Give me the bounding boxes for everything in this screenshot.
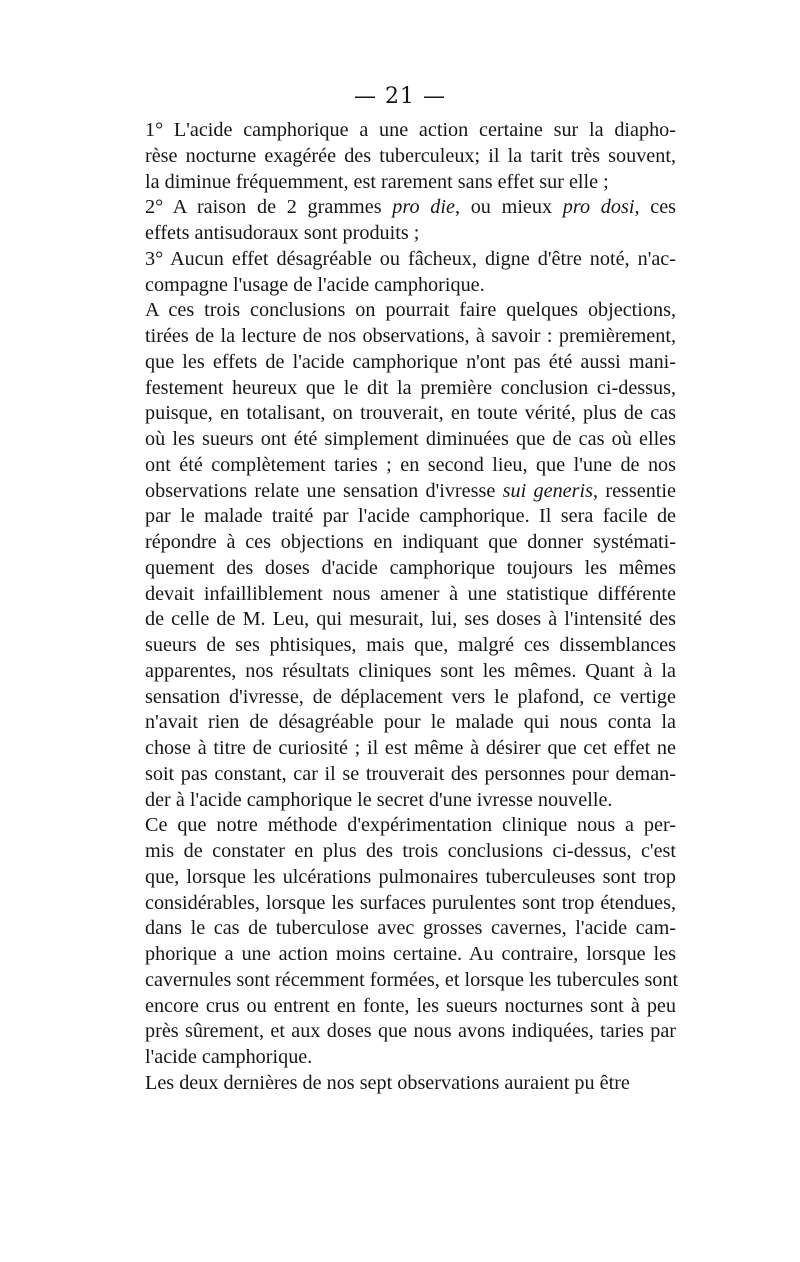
text-line: quement des doses d'acide camphorique toujours les mêmes — [145, 556, 676, 579]
text-run: , ou mieux — [454, 196, 563, 219]
text-line: Les deux dernières de nos sept observations auraient pu être — [145, 1071, 630, 1094]
text-line — [129, 479, 676, 505]
paragraph — [129, 195, 676, 247]
text-line: tirées de la lecture de nos observations, à savoir : premièrement, — [145, 325, 676, 347]
paragraph — [129, 298, 676, 813]
italic-phrase: pro die — [392, 196, 455, 219]
text-line: A ces trois conclusions on pourrait faire quelques objections, — [145, 299, 676, 322]
text-line: encore crus ou entrent en fonte, les sueurs nocturnes sont à peu — [145, 994, 676, 1017]
text-line: de celle de M. Leu, qui mesurait, lui, ses doses à l'intensité des — [145, 608, 676, 631]
text-line: soit pas constant, car il se trouverait des personnes pour deman- — [145, 762, 676, 785]
text-line: puisque, en totalisant, on trouverait, en toute vérité, plus de cas — [145, 402, 676, 425]
text-line: 3° Aucun effet désagréable ou fâcheux, digne d'être noté, n'ac- — [145, 247, 676, 270]
paragraph — [129, 247, 676, 299]
body-text — [129, 118, 679, 1097]
text-line: 1° L'acide camphorique a une action certaine sur la diapho- — [145, 119, 676, 141]
text-line: où les sueurs ont été simplement diminuées que de cas où elles — [145, 428, 676, 450]
paragraph — [129, 118, 676, 195]
text-line: n'avait rien de désagréable pour le malade qui nous conta la — [145, 711, 676, 734]
text-line: l'acide camphorique. — [145, 1046, 313, 1068]
text-run: , ressentie — [592, 479, 676, 502]
text-line: la diminue fréquemment, est rarement sans effet sur elle ; — [145, 170, 609, 193]
text-line: festement heureux que le dit la première conclusion ci-dessus, — [145, 376, 676, 399]
text-line: sensation d'ivresse, de déplacement vers le plafond, ce vertige — [145, 685, 676, 708]
text-line: phorique a une action moins certaine. Au contraire, lorsque les — [145, 943, 676, 965]
paragraph — [129, 813, 679, 1071]
page-number: — 21 — — [354, 84, 446, 109]
text-line: sueurs de ses phtisiques, mais que, malgré ces dissemblances — [145, 634, 676, 656]
text-line: dans le cas de tuberculose avec grosses cavernes, l'acide cam- — [145, 917, 676, 940]
italic-phrase: sui generis — [502, 479, 593, 502]
text-run: observations relate une sensation d'ivresse — [145, 479, 503, 502]
text-run: , ces — [634, 196, 677, 219]
paragraph — [129, 1071, 676, 1097]
text-line: devait infailliblement nous amener à une statistique différente — [145, 582, 676, 605]
text-line: der à l'acide camphorique le secret d'une ivresse nouvelle. — [145, 788, 613, 811]
text-line: apparentes, nos résultats cliniques sont les mêmes. Quant à la — [145, 659, 676, 682]
text-line: compagne l'usage de l'acide camphorique. — [145, 273, 485, 296]
text-line: près sûrement, et aux doses que nous avons indiquées, taries par — [145, 1020, 676, 1043]
text-line: par le malade traité par l'acide camphorique. Il sera facile de — [145, 505, 676, 528]
text-line: que, lorsque les ulcérations pulmonaires tuberculeuses sont trop — [145, 865, 676, 888]
text-line: ont été complètement taries ; en second lieu, que l'une de nos — [145, 453, 676, 476]
text-line: répondre à ces objections en indiquant que donner systémati- — [145, 531, 676, 553]
text-line: cavernules sont récemment formées, et lorsque les tubercules sont — [145, 968, 679, 991]
text-line: que les effets de l'acide camphorique n'ont pas été aussi mani- — [145, 350, 676, 373]
text-line: rèse nocturne exagérée des tuberculeux; il la tarit très souvent, — [145, 144, 676, 167]
italic-phrase: pro dosi — [562, 196, 635, 219]
text-line: considérables, lorsque les surfaces purulentes sont trop étendues, — [145, 891, 676, 914]
text-line: mis de constater en plus des trois conclusions ci-dessus, c'est — [145, 840, 676, 862]
text-run: 2° A raison de 2 grammes — [145, 196, 393, 219]
text-line: Ce que notre méthode d'expérimentation clinique nous a per- — [145, 814, 676, 837]
text-line — [129, 195, 676, 221]
text-line: effets antisudoraux sont produits ; — [145, 222, 420, 244]
text-line: chose à titre de curiosité ; il est même à désirer que cet effet ne — [145, 737, 676, 759]
